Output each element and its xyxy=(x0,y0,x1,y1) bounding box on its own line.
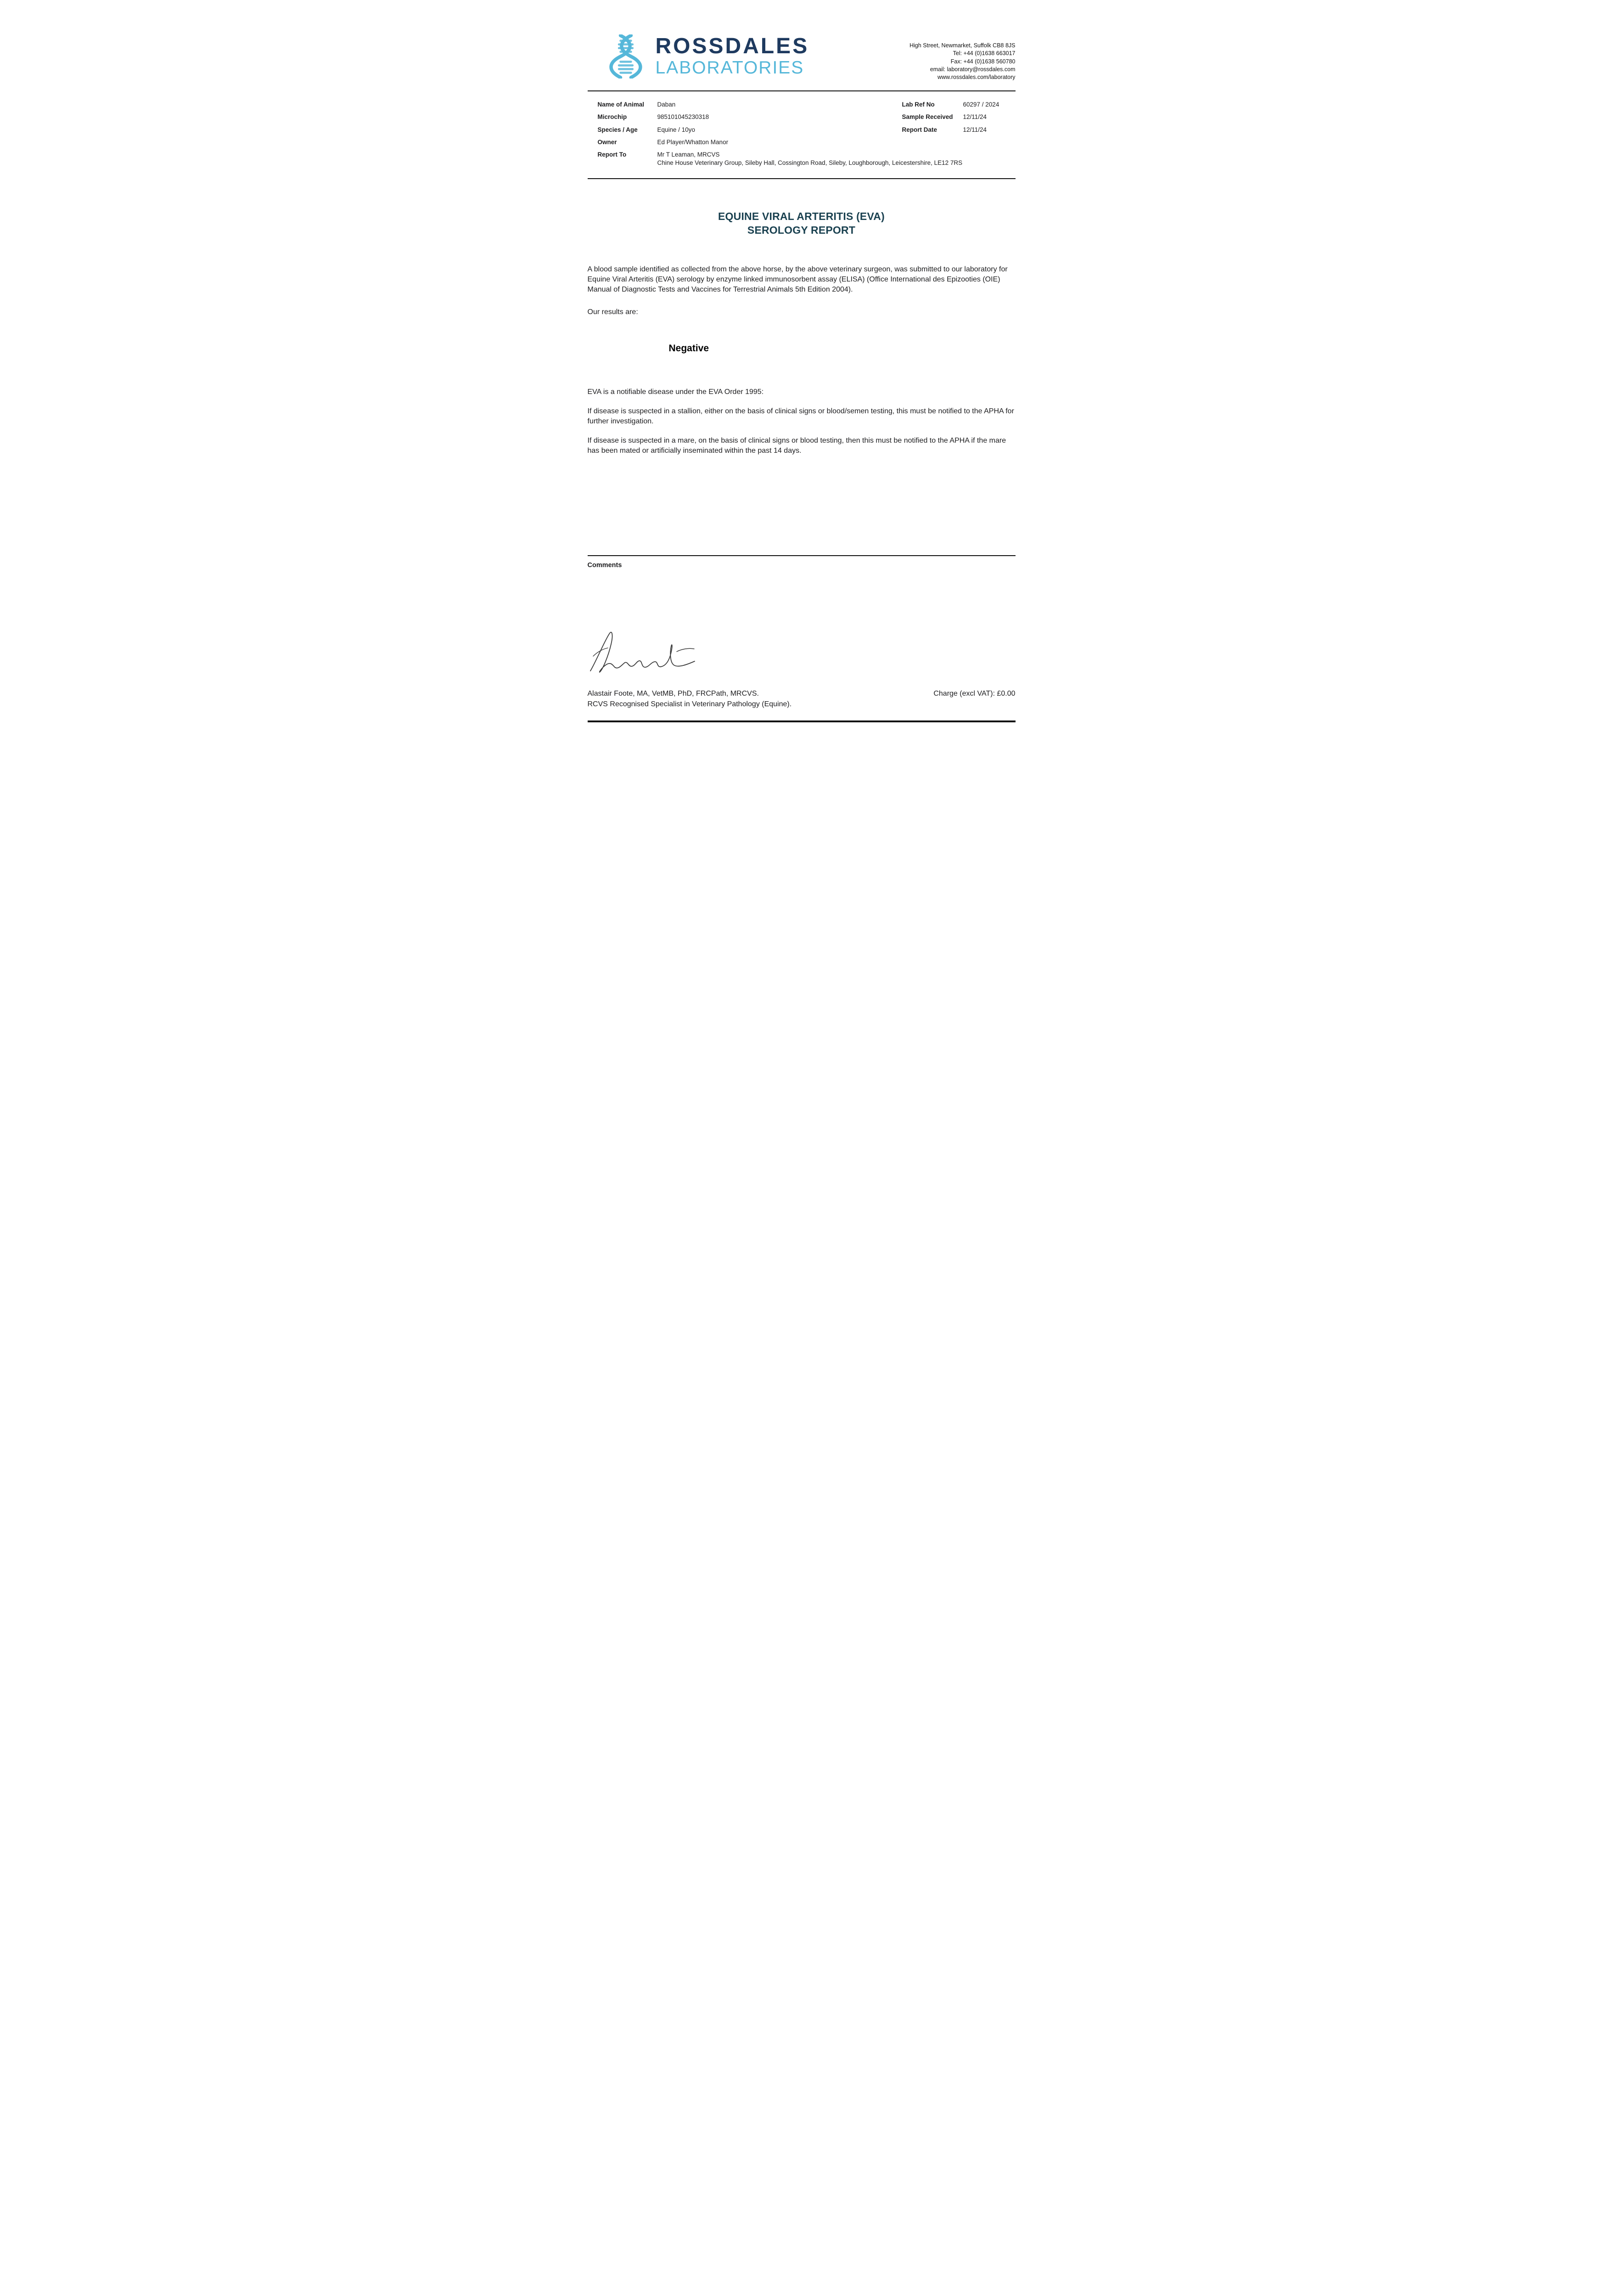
detail-value: 60297 / 2024 xyxy=(963,101,999,108)
contact-website: www.rossdales.com/laboratory xyxy=(937,74,1016,80)
result-value: Negative xyxy=(668,343,709,354)
intro-paragraph: A blood sample identified as collected from the above horse, by the above veterinary surgeon, was submitted to our laboratory for Equine Viral Arteritis (EVA) serology by enzyme linked immunosorbent assay (ELISA) (Office International des Epizooties (OIE) Manual of Diagnostic Tests and Vaccines for Terrestrial Animals 5th Edition 2004). xyxy=(587,265,1008,294)
detail-label: Sample Received xyxy=(902,113,953,121)
contact-email: email: laboratory@rossdales.com xyxy=(930,66,1016,73)
charge-value: Charge (excl VAT): £0.00 xyxy=(933,690,1016,698)
detail-row-owner xyxy=(598,138,902,146)
detail-row-lab-ref xyxy=(902,101,1016,109)
detail-label: Report Date xyxy=(902,126,937,133)
comments-label: Comments xyxy=(587,562,622,569)
report-to-vet: Mr T Leaman, MRCVS xyxy=(657,151,720,158)
detail-row-report-date xyxy=(902,126,1016,134)
dna-helix-icon xyxy=(606,34,645,79)
signature xyxy=(588,629,698,677)
contact-fax: Fax: +44 (0)1638 560780 xyxy=(950,58,1016,65)
detail-row-species-age xyxy=(598,126,902,134)
header-divider xyxy=(588,90,1016,91)
detail-value: 12/11/24 xyxy=(963,113,987,121)
rossdales-logo xyxy=(606,34,809,79)
mare-paragraph: If disease is suspected in a mare, on the basis of clinical signs or blood testing, then this must be notified to the APHA if the mare has been mated or artificially inseminated within the past 14 days. xyxy=(587,436,1006,455)
lab-contact-block xyxy=(909,34,1015,81)
detail-label: Report To xyxy=(597,151,627,158)
detail-label: Microchip xyxy=(597,113,627,121)
detail-label: Name of Animal xyxy=(597,101,645,108)
notifiable-paragraph: EVA is a notifiable disease under the EVA Order 1995: xyxy=(587,388,764,396)
results-intro: Our results are: xyxy=(587,308,638,316)
report-title xyxy=(588,209,1016,237)
details-divider xyxy=(588,178,1016,179)
signatory-block xyxy=(588,689,792,709)
detail-label: Species / Age xyxy=(597,126,638,133)
detail-value: 12/11/24 xyxy=(963,126,987,133)
comments-divider xyxy=(588,555,1016,556)
detail-label: Lab Ref No xyxy=(902,101,935,108)
detail-row-report-to xyxy=(598,151,1016,167)
logo-subname: LABORATORIES xyxy=(655,57,804,78)
sample-details xyxy=(588,101,1016,171)
signatory-row xyxy=(588,689,1016,709)
signatory-name: Alastair Foote, MA, VetMB, PhD, FRCPath, MRCVS. xyxy=(587,690,759,698)
report-title-line2: SEROLOGY REPORT xyxy=(747,224,856,236)
footer-divider xyxy=(588,720,1016,722)
logo-text xyxy=(656,35,809,78)
detail-value: 985101045230318 xyxy=(657,113,709,121)
detail-row-animal-name xyxy=(598,101,902,109)
animal-details xyxy=(598,101,902,151)
detail-label: Owner xyxy=(597,138,617,146)
lab-reference-details xyxy=(902,101,1016,151)
contact-tel: Tel: +44 (0)1638 663017 xyxy=(953,50,1016,57)
report-to-address: Chine House Veterinary Group, Sileby Hall, Cossington Road, Sileby, Loughborough, Leicestershire, LE12 7RS xyxy=(657,159,963,167)
lab-report-page xyxy=(552,0,1071,734)
detail-value: Daban xyxy=(657,101,676,108)
report-header xyxy=(588,34,1016,81)
logo-name: ROSSDALES xyxy=(655,34,809,58)
detail-row-microchip xyxy=(598,113,902,121)
stallion-paragraph: If disease is suspected in a stallion, either on the basis of clinical signs or blood/semen testing, this must be notified to the APHA for further investigation. xyxy=(587,407,1014,425)
signatory-title: RCVS Recognised Specialist in Veterinary Pathology (Equine). xyxy=(587,700,792,708)
contact-address: High Street, Newmarket, Suffolk CB8 8JS xyxy=(909,42,1016,49)
detail-value: Equine / 10yo xyxy=(657,126,696,133)
detail-value xyxy=(657,151,1016,167)
detail-value: Ed Player/Whatton Manor xyxy=(657,138,729,146)
spacer xyxy=(588,456,1016,555)
detail-row-sample-received xyxy=(902,113,1016,121)
report-title-line1: EQUINE VIRAL ARTERITIS (EVA) xyxy=(718,210,885,222)
